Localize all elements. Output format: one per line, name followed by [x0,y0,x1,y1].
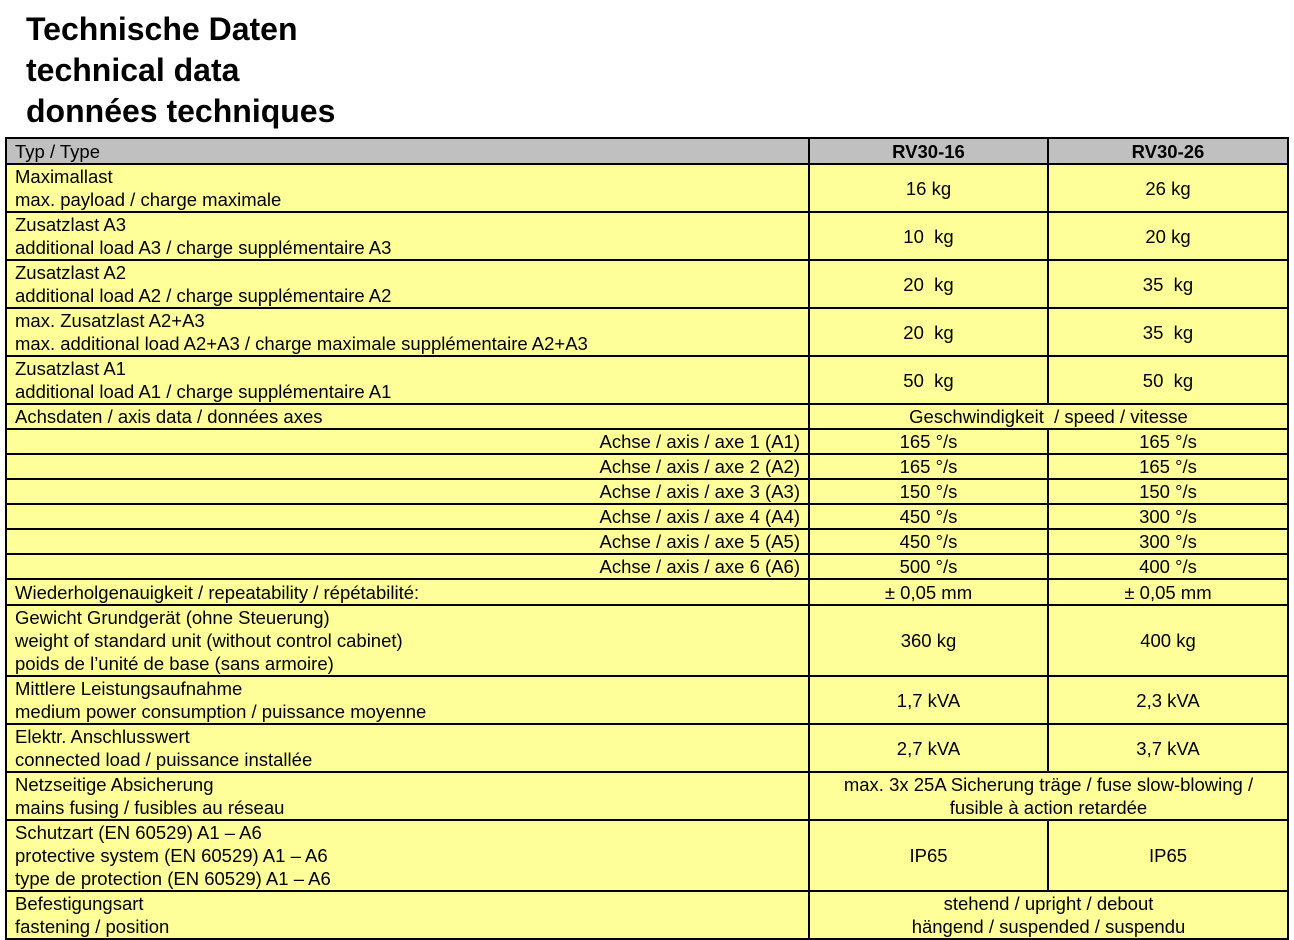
add-load-a2a3-label-de: max. Zusatzlast A2+A3 [15,310,205,331]
row-connected-load [6,724,1288,772]
row-add-load-a1 [6,356,1288,404]
protection-rv30-16: IP65 [809,820,1048,891]
document-title [26,9,335,132]
add-load-a3-rv30-16: 10 kg [809,212,1048,260]
row-power [6,676,1288,724]
max-payload-rv30-16: 16 kg [809,164,1048,212]
axis-3-rv30-26: 150 °/s [1048,479,1288,504]
power-label [6,676,809,724]
repeatability-label: Wiederholgenauigkeit / repeatability / répétabilité: [6,579,809,605]
type-label: Typ / Type [6,138,809,164]
axis-1-label: Achse / axis / axe 1 (A1) [6,429,809,454]
max-payload-label-en-fr: max. payload / charge maximale [15,189,282,210]
row-axis-3 [6,479,1288,504]
add-load-a1-label-de: Zusatzlast A1 [15,358,127,379]
row-fastening [6,891,1288,939]
row-fusing [6,772,1288,820]
axis-4-rv30-16: 450 °/s [809,504,1048,529]
fusing-label [6,772,809,820]
fastening-label-de: Befestigungsart [15,893,144,914]
connected-load-label [6,724,809,772]
add-load-a2-label-de: Zusatzlast A2 [15,262,127,283]
axis-2-rv30-16: 165 °/s [809,454,1048,479]
model-rv30-26-header: RV30-26 [1048,138,1288,164]
fusing-label-en-fr: mains fusing / fusibles au réseau [15,797,285,818]
fastening-label-en-fr: fastening / position [15,916,170,937]
connected-load-rv30-16: 2,7 kVA [809,724,1048,772]
axis-1-rv30-16: 165 °/s [809,429,1048,454]
protection-label-de: Schutzart (EN 60529) A1 – A6 [15,822,262,843]
row-repeatability [6,579,1288,605]
protection-label-fr: type de protection (EN 60529) A1 – A6 [15,868,331,889]
weight-rv30-26: 400 kg [1048,605,1288,676]
axis-3-label: Achse / axis / axe 3 (A3) [6,479,809,504]
max-payload-label-de: Maximallast [15,166,113,187]
add-load-a1-rv30-26: 50 kg [1048,356,1288,404]
fusing-value-line-1: max. 3x 25A Sicherung träge / fuse slow-blowing / [843,774,1254,795]
add-load-a2-label-en-fr: additional load A2 / charge supplémentaire A2 [15,285,392,306]
row-axis-4 [6,504,1288,529]
add-load-a2-rv30-16: 20 kg [809,260,1048,308]
fastening-label [6,891,809,939]
weight-label-de: Gewicht Grundgerät (ohne Steuerung) [15,607,330,628]
connected-load-label-de: Elektr. Anschlusswert [15,726,190,747]
axis-6-rv30-26: 400 °/s [1048,554,1288,579]
axis-3-rv30-16: 150 °/s [809,479,1048,504]
fusing-value [809,772,1288,820]
add-load-a2a3-rv30-26: 35 kg [1048,308,1288,356]
protection-label [6,820,809,891]
repeatability-rv30-26: ± 0,05 mm [1048,579,1288,605]
fastening-value [809,891,1288,939]
row-axis-1 [6,429,1288,454]
max-payload-label [6,164,809,212]
add-load-a2a3-label [6,308,809,356]
fusing-value-line-2: fusible à action retardée [949,797,1148,818]
weight-label [6,605,809,676]
row-axis-5 [6,529,1288,554]
add-load-a1-rv30-16: 50 kg [809,356,1048,404]
repeatability-rv30-16: ± 0,05 mm [809,579,1048,605]
axis-2-rv30-26: 165 °/s [1048,454,1288,479]
max-payload-rv30-26: 26 kg [1048,164,1288,212]
row-add-load-a2a3 [6,308,1288,356]
title-de: Technische Daten [26,11,298,47]
axis-5-label: Achse / axis / axe 5 (A5) [6,529,809,554]
connected-load-rv30-26: 3,7 kVA [1048,724,1288,772]
axis-2-label: Achse / axis / axe 2 (A2) [6,454,809,479]
axis-6-rv30-16: 500 °/s [809,554,1048,579]
add-load-a1-label [6,356,809,404]
technical-data-table [5,137,1289,940]
title-fr: données techniques [26,93,336,129]
protection-label-en: protective system (EN 60529) A1 – A6 [15,845,328,866]
fusing-label-de: Netzseitige Absicherung [15,774,214,795]
add-load-a3-rv30-26: 20 kg [1048,212,1288,260]
row-axis-data [6,404,1288,429]
row-protection [6,820,1288,891]
add-load-a2a3-rv30-16: 20 kg [809,308,1048,356]
add-load-a1-label-en-fr: additional load A1 / charge supplémentaire A1 [15,381,392,402]
axis-1-rv30-26: 165 °/s [1048,429,1288,454]
protection-rv30-26: IP65 [1048,820,1288,891]
row-add-load-a2 [6,260,1288,308]
axis-data-speed-header: Geschwindigkeit / speed / vitesse [809,404,1288,429]
axis-5-rv30-26: 300 °/s [1048,529,1288,554]
row-axis-2 [6,454,1288,479]
axis-data-label: Achsdaten / axis data / données axes [6,404,809,429]
row-weight [6,605,1288,676]
weight-label-fr: poids de l’unité de base (sans armoire) [15,653,334,674]
axis-5-rv30-16: 450 °/s [809,529,1048,554]
connected-load-label-en-fr: connected load / puissance installée [15,749,313,770]
axis-4-label: Achse / axis / axe 4 (A4) [6,504,809,529]
fastening-value-upright: stehend / upright / debout [943,893,1154,914]
power-rv30-26: 2,3 kVA [1048,676,1288,724]
model-rv30-16-header: RV30-16 [809,138,1048,164]
add-load-a3-label-de: Zusatzlast A3 [15,214,127,235]
table-header-row [6,138,1288,164]
fastening-value-suspended: hängend / suspended / suspendu [911,916,1186,937]
add-load-a2-rv30-26: 35 kg [1048,260,1288,308]
row-max-payload [6,164,1288,212]
add-load-a3-label [6,212,809,260]
add-load-a2-label [6,260,809,308]
row-axis-6 [6,554,1288,579]
row-add-load-a3 [6,212,1288,260]
weight-rv30-16: 360 kg [809,605,1048,676]
add-load-a2a3-label-en-fr: max. additional load A2+A3 / charge maximale supplémentaire A2+A3 [15,333,588,354]
weight-label-en: weight of standard unit (without control cabinet) [15,630,403,651]
power-label-de: Mittlere Leistungsaufnahme [15,678,243,699]
title-en: technical data [26,52,240,88]
axis-6-label: Achse / axis / axe 6 (A6) [6,554,809,579]
add-load-a3-label-en-fr: additional load A3 / charge supplémentaire A3 [15,237,392,258]
power-rv30-16: 1,7 kVA [809,676,1048,724]
power-label-en-fr: medium power consumption / puissance moyenne [15,701,427,722]
axis-4-rv30-26: 300 °/s [1048,504,1288,529]
